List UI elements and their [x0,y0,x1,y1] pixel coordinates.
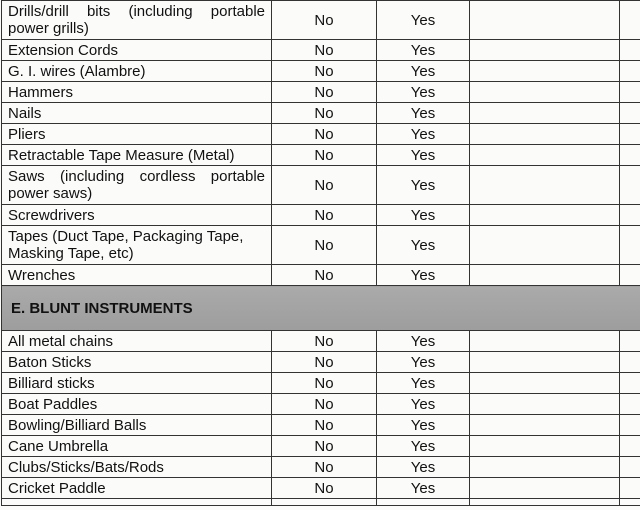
empty-cell [620,373,640,394]
empty-cell [470,124,620,145]
empty-cell [470,478,620,499]
item-name: Bowling/Billiard Balls [2,415,272,436]
empty-cell [470,394,620,415]
section-header-row [2,286,640,331]
column-1-value: No [272,145,377,166]
column-2-value: Yes [377,82,470,103]
item-name: Extension Cords [2,40,272,61]
table-row [2,226,640,265]
empty-cell [620,226,640,265]
empty-cell [620,40,640,61]
empty-cell [470,1,620,40]
column-1-value: No [272,457,377,478]
empty-cell [620,394,640,415]
empty-cell [620,205,640,226]
empty-cell [470,82,620,103]
table-row [2,373,640,394]
item-name: Cane Umbrella [2,436,272,457]
item-name: Nails [2,103,272,124]
table-row [2,331,640,352]
table-row [2,205,640,226]
table-row [2,124,640,145]
column-2-value: Yes [377,373,470,394]
column-2-value: Yes [377,145,470,166]
item-name: Baton Sticks [2,352,272,373]
item-name: All metal chains [2,331,272,352]
empty-cell [620,145,640,166]
column-2-value: Yes [377,478,470,499]
empty-cell [470,166,620,205]
column-1-value: No [272,394,377,415]
empty-cell [470,265,620,286]
column-2-value: Yes [377,352,470,373]
column-2-value: Yes [377,265,470,286]
empty-cell [470,205,620,226]
empty-cell [470,103,620,124]
empty-cell [620,82,640,103]
item-name: Screwdrivers [2,205,272,226]
column-1-value: No [272,478,377,499]
item-name: Saws (including cordless portable power saws) [2,166,272,205]
empty-cell [470,352,620,373]
empty-cell [620,457,640,478]
table-row [2,436,640,457]
item-name: Retractable Tape Measure (Metal) [2,145,272,166]
column-2-value: Yes [377,226,470,265]
empty-cell [470,40,620,61]
table-row [2,415,640,436]
column-1-value: No [272,166,377,205]
column-2-value: Yes [377,205,470,226]
item-name: Drills/drill bits (including portable power grills) [2,1,272,40]
empty-cell [620,499,640,506]
item-name: G. I. wires (Alambre) [2,61,272,82]
empty-cell [620,166,640,205]
column-2-value: Yes [377,124,470,145]
empty-cell [620,478,640,499]
table-row [2,265,640,286]
column-1-value: No [272,124,377,145]
empty-cell [470,373,620,394]
column-2-value: Yes [377,415,470,436]
column-2-value: Yes [377,394,470,415]
item-name: Pliers [2,124,272,145]
empty-cell [470,436,620,457]
empty-cell [620,103,640,124]
column-1-value: No [272,265,377,286]
empty-cell [470,415,620,436]
table-row [2,499,640,506]
empty-cell [470,331,620,352]
column-1-value: No [272,436,377,457]
empty-cell [620,265,640,286]
section-title: E. BLUNT INSTRUMENTS [2,286,640,331]
table-row [2,457,640,478]
column-1-value: No [272,40,377,61]
column-2-value: Yes [377,61,470,82]
table-row [2,394,640,415]
item-name: Boat Paddles [2,394,272,415]
item-name: Clubs/Sticks/Bats/Rods [2,457,272,478]
empty-cell [470,61,620,82]
column-1-value: No [272,61,377,82]
empty-cell [620,331,640,352]
column-1-value: No [272,373,377,394]
item-name: Tapes (Duct Tape, Packaging Tape, Masking Tape, etc) [2,226,272,265]
table-row [2,61,640,82]
empty-cell [620,1,640,40]
empty-cell [620,124,640,145]
item-name: Cricket Paddle [2,478,272,499]
prohibited-items-table [1,0,640,506]
empty-cell [620,415,640,436]
empty-cell [470,145,620,166]
column-1-value: No [272,1,377,40]
empty-cell [620,436,640,457]
empty-cell [272,499,377,506]
item-name: Wrenches [2,265,272,286]
table-row [2,40,640,61]
column-1-value: No [272,103,377,124]
column-2-value: Yes [377,166,470,205]
table-row [2,166,640,205]
column-1-value: No [272,205,377,226]
table-row [2,82,640,103]
empty-cell [470,226,620,265]
empty-cell [470,499,620,506]
empty-cell [2,499,272,506]
table-row [2,1,640,40]
item-name: Hammers [2,82,272,103]
column-1-value: No [272,415,377,436]
table-row [2,352,640,373]
empty-cell [620,61,640,82]
column-1-value: No [272,331,377,352]
column-2-value: Yes [377,436,470,457]
item-name: Billiard sticks [2,373,272,394]
column-1-value: No [272,82,377,103]
column-2-value: Yes [377,40,470,61]
empty-cell [620,352,640,373]
column-2-value: Yes [377,331,470,352]
table-row [2,145,640,166]
table-row [2,478,640,499]
column-2-value: Yes [377,103,470,124]
column-1-value: No [272,352,377,373]
column-1-value: No [272,226,377,265]
empty-cell [470,457,620,478]
table-row [2,103,640,124]
column-2-value: Yes [377,457,470,478]
empty-cell [377,499,470,506]
column-2-value: Yes [377,1,470,40]
